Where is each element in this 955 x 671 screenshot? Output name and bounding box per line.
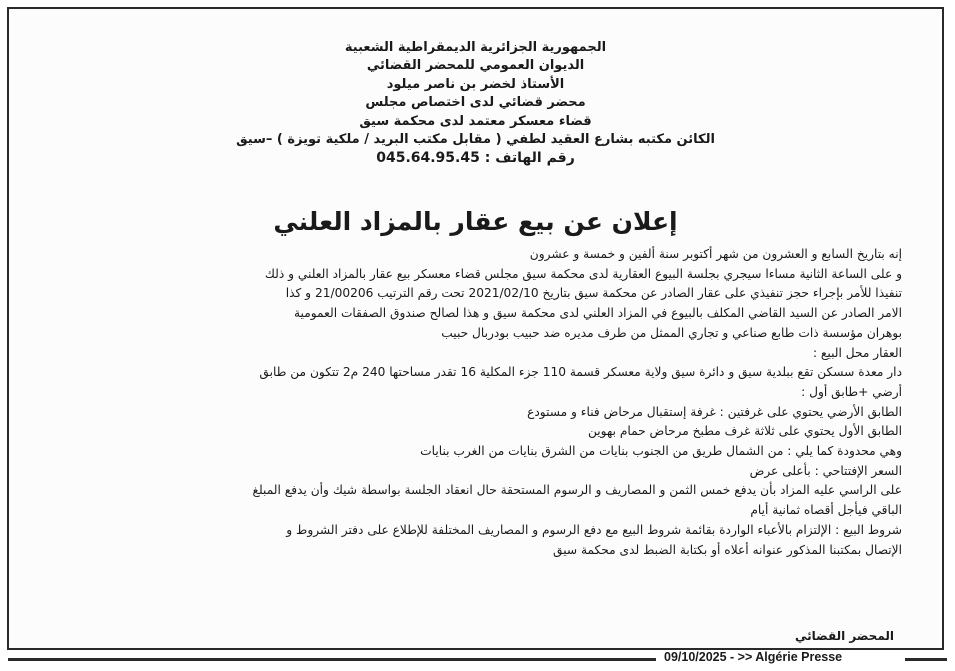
body-line: بوهران مؤسسة ذات طابع صناعي و تجاري الممثل من طرف مديره ضد حبيب بودربال حبيب (441, 325, 902, 340)
footer-rule-left (8, 658, 656, 661)
header-republic: الجمهورية الجزائرية الديمقراطية الشعبية (344, 40, 607, 55)
body-line: الطابق الأول يحتوي على ثلاثة غرف مطبخ مرحاض حمام بهوين (588, 424, 902, 439)
body-line: إنه بتاريخ السابع و العشرون من شهر أكتوبر سنة ألفين و خمسة و عشرون (529, 247, 902, 261)
body-line: شروط البيع : الإلتزام بالأعباء الواردة بقائمة شروط البيع مع دفع الرسوم و المصاريف المختلفة للإطلاع على دفتر الشروط و (286, 522, 902, 537)
announcement-frame (7, 7, 944, 650)
body-line: الطابق الأرضي يحتوي على غرفتين : غرفة إستقبال مرحاض فناء و مستودع (527, 404, 902, 419)
body-line: الامر الصادر عن السيد القاضي المكلف بالبيوع في المزاد العلني لدى محكمة سيق و هذا لصالح صندوق الصفقات العمومية (294, 306, 902, 321)
body-line: الإتصال بمكتبنا المذكور عنوانه أعلاه أو بكتابة الضبط لدى محكمة سيق (553, 542, 902, 557)
footer-rule-right (905, 658, 947, 661)
letterhead (9, 39, 942, 168)
body-line: تنفيذا للأمر بإجراء حجز تنفيذي على عقار الصادر عن محكمة سيق بتاريخ 2021/02/10 تحت رقم الترتيب 21/00206 و كذا (285, 286, 902, 301)
body-line: الباقي فيأجل أقصاه ثمانية أيام (750, 503, 902, 518)
header-bailiff-name: الأستاذ لخضر بن ناصر ميلود (386, 76, 565, 92)
signature: المحضر القضائي (794, 629, 894, 643)
body-line: أرضي +طابق أول : (801, 384, 902, 399)
body-line: العقار محل البيع : (812, 345, 902, 360)
body-line: و على الساعة الثانية مساءا سيجري بجلسة البيوع العقارية لدى محكمة سيق مجلس قضاء معسكر بيع عقار بالمزاد العلني و ذلك (264, 266, 902, 281)
body-line: وهي محدودة كما يلي : من الشمال طريق من الجنوب بنايات من الشرق بنايات من الغرب بنايات (420, 444, 902, 459)
header-address: الكائن مكتبه بشارع العقيد لطفي ( مقابل مكتب البريد / ملكية تويزة ) –سيق (236, 132, 715, 148)
announcement-body (33, 245, 902, 560)
announcement-title: إعلان عن بيع عقار بالمزاد العلني (273, 207, 678, 236)
header-office: الديوان العمومي للمحضر القضائي (366, 58, 585, 74)
body-line: السعر الإفتتاحي : بأعلى عرض (749, 463, 902, 478)
header-court: قضاء معسكر معتمد لدى محكمة سيق (359, 113, 592, 129)
header-phone: رقم الهاتف : 045.64.95.45 (376, 150, 575, 167)
body-line: دار معدة سسكن تقع ببلدية سيق و دائرة سيق ولاية معسكر قسمة 110 جزء المكلية 16 تقدر مساحتها 240 م2 تتكون من طابق (259, 365, 902, 380)
footer-source: 09/10/2025 - >> Algérie Presse (664, 650, 843, 664)
body-line: على الراسي عليه المزاد بأن يدفع خمس الثمن و المصاريف و الرسوم المستحقة حال انعقاد الجلسة بواسطة شيك وأن يدفع المبلغ (252, 483, 902, 498)
header-jurisdiction: محضر قضائي لدى اختصاص مجلس (365, 95, 586, 111)
